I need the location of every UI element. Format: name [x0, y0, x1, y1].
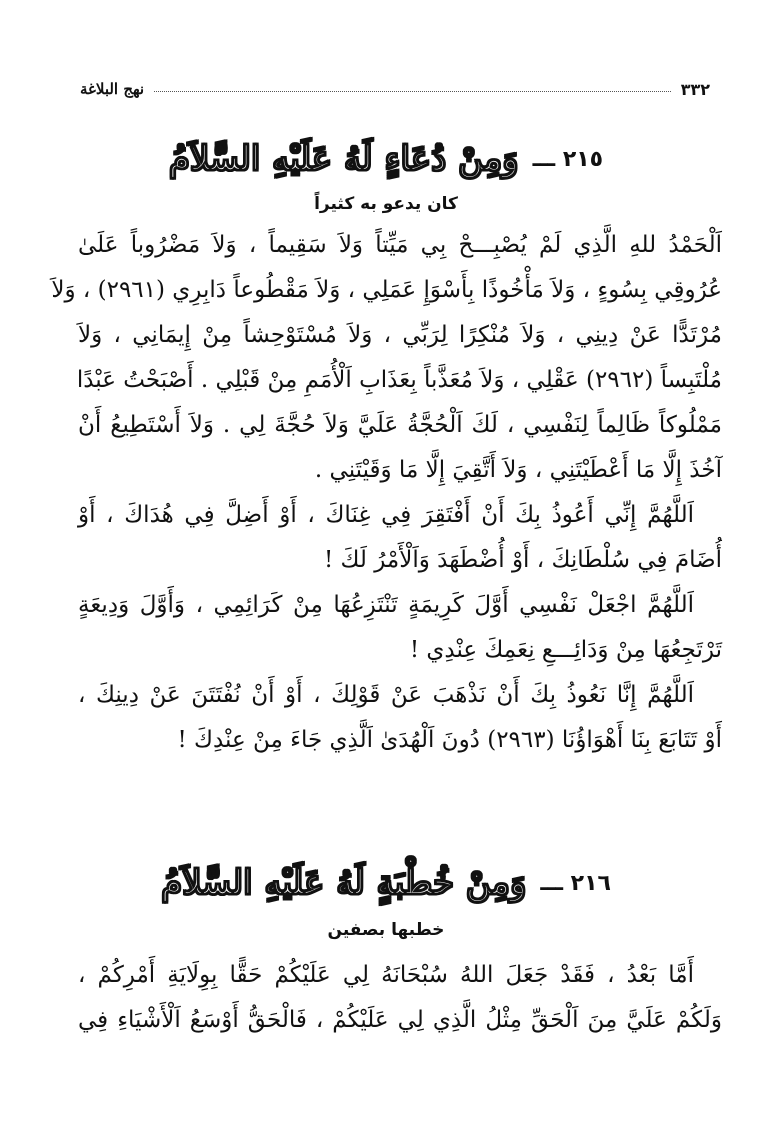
text-line: اَلْحَمْدُ للهِ الَّذِي لَمْ يُصْبِـــحْ بِي مَيِّتاً وَلاَ سَقِيماً ، وَلاَ مَضْرُوباً عَلَىٰ — [78, 232, 722, 258]
section-title: وَمِنْ دُعَاءٍ لَهُ عَلَيْهِ السَّلاَمُ — [168, 139, 519, 179]
text-line: عُرُوقِي بِسُوءٍ ، وَلاَ مَأْخُوذًا بِأَسْوَإِ عَمَلِي ، وَلاَ مَقْطُوعاً دَابِرِي (٢٩٦١) ، وَلاَ — [51, 277, 722, 303]
section-number: ٢١٥ ـــ — [532, 146, 604, 172]
text-line: مُلْتَبِساً (٢٩٦٢) عَقْلِي ، وَلاَ مُعَذَّباً بِعَذَابِ اَلْأُمَمِ مِنْ قَبْلِي . أَصْبَحْتُ عَبْدًا — [76, 367, 722, 393]
section-heading-215 — [0, 126, 772, 192]
section-subtitle: كان يدعو به كثيراً — [314, 194, 458, 214]
text-line: اَللَّهُمَّ إِنَّا نَعُوذُ بِكَ أَنْ نَذْهَبَ عَنْ قَوْلِكَ ، أَوْ أَنْ نُفْتَتَنَ عَنْ دِينِكَ ، — [78, 682, 694, 708]
text-line: تَرْتَجِعُهَا مِنْ وَدَائِـــعِ نِعَمِكَ عِنْدِي ! — [409, 637, 722, 663]
running-header — [80, 76, 710, 102]
section-subtitle: خطبها بصفين — [327, 920, 445, 940]
section-title: وَمِنْ خُطْبَةٍ لَهُ عَلَيْهِ السَّلاَمُ — [161, 863, 527, 903]
page-number: ٣٣٢ — [680, 79, 710, 99]
text-line: مَمْلُوكاً ظَالِماً لِنَفْسِي ، لَكَ اَلْحُجَّةُ عَلَيَّ وَلاَ حُجَّةَ لِي . وَلاَ أَسْتَطِيعُ أَنْ — [78, 412, 722, 438]
text-line: وَلَكُمْ عَلَيَّ مِنَ اَلْحَقِّ مِثْلُ الَّذِي لِي عَلَيْكُمْ ، فَالْحَقُّ أَوْسَعُ اَلْأَشْيَاءِ فِي — [78, 1007, 722, 1033]
text-line: أَمَّا بَعْدُ ، فَقَدْ جَعَلَ اللهُ سُبْحَانَهُ لِي عَلَيْكُمْ حَقًّا بِوِلَايَةِ أَمْرِكُمْ ، — [78, 962, 694, 988]
text-line: أَوْ تَتَابَعَ بِنَا أَهْوَاؤُنَا (٢٩٦٣) دُونَ اَلْهُدَىٰ اَلَّذِي جَاءَ مِنْ عِنْدِكَ ! — [177, 727, 722, 753]
text-line: اَللَّهُمَّ إِنِّي أَعُوذُ بِكَ أَنْ أَفْتَقِرَ فِي غِنَاكَ ، أَوْ أَضِلَّ فِي هُدَاكَ ، أَوْ — [78, 502, 694, 528]
section-heading-216 — [0, 850, 772, 916]
header-dotted-leader — [154, 91, 671, 92]
text-line: اَللَّهُمَّ اجْعَلْ نَفْسِي أَوَّلَ كَرِيمَةٍ تَنْتَزِعُهَا مِنْ كَرَائِمِي ، وَأَوَّلَ وَدِيعَةٍ — [78, 592, 694, 618]
text-line: آخُذَ إِلَّا مَا أَعْطَيْتَنِي ، وَلاَ أَتَّقِيَ إِلَّا مَا وَقَيْتَنِي . — [314, 457, 722, 483]
sermon-text — [78, 953, 722, 1043]
supplication-text — [51, 223, 722, 763]
text-line: مُرْتَدًّا عَنْ دِينِي ، وَلاَ مُنْكِرًا لِرَبِّي ، وَلاَ مُسْتَوْحِشاً مِنْ إِيمَانِي ، وَلاَ — [78, 322, 722, 348]
text-line: أُضَامَ فِي سُلْطَانِكَ ، أَوْ أُضْطَهَدَ وَاَلْأَمْرُ لَكَ ! — [323, 547, 722, 573]
book-title: نهج البلاغة — [80, 80, 145, 98]
section-number: ٢١٦ ـــ — [540, 870, 611, 896]
